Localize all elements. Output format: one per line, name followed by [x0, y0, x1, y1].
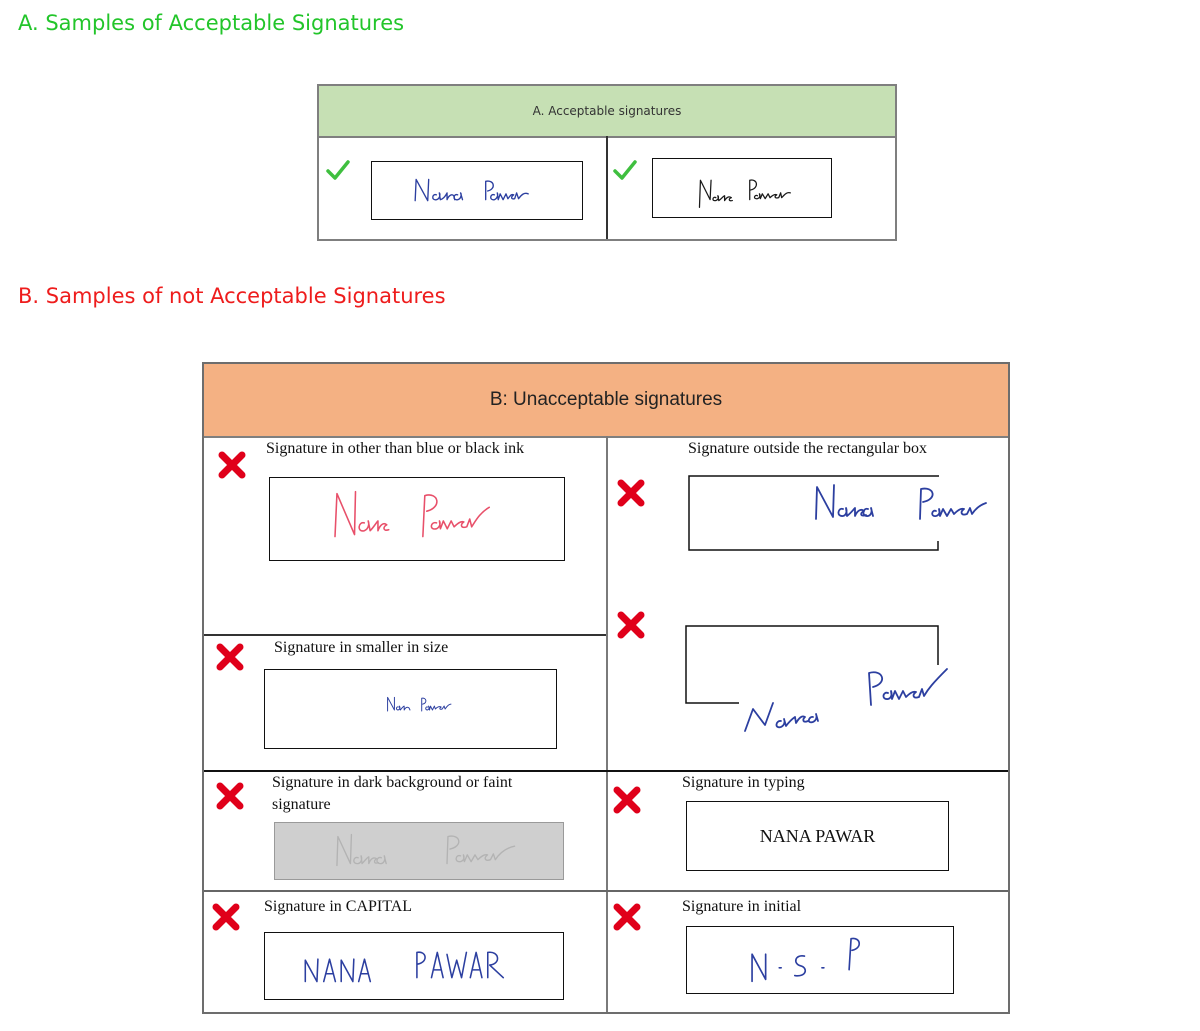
- unacceptable-signatures-heading: B. Samples of not Acceptable Signatures: [18, 284, 446, 308]
- cross-mark-icon: [611, 901, 643, 933]
- cross-mark-icon: [611, 784, 643, 816]
- signature-typing: [686, 801, 949, 871]
- handwritten-signature-image: [685, 625, 941, 733]
- caption-typing: Signature in typing: [682, 774, 805, 791]
- handwritten-signature-image: [265, 670, 556, 748]
- signature-outside-box-2: [685, 625, 941, 733]
- row-divider: [204, 634, 606, 636]
- caption-outside-box: Signature outside the rectangular box: [688, 440, 928, 457]
- row-divider: [204, 890, 1008, 892]
- acceptable-signature-1: [371, 161, 583, 220]
- signature-outside-box: [688, 475, 940, 551]
- cross-mark-icon: [615, 477, 647, 509]
- acceptable-signatures-panel: [317, 84, 897, 241]
- acceptable-signature-2: [652, 158, 832, 218]
- signature-capital: [264, 932, 564, 1000]
- cross-mark-icon: [214, 641, 246, 673]
- unacceptable-signatures-panel: [202, 362, 1010, 1014]
- signature-smaller: [264, 669, 557, 749]
- handwritten-signature-image: [265, 933, 563, 999]
- cross-mark-icon: [214, 780, 246, 812]
- caption-smaller: Signature in smaller in size: [274, 639, 449, 656]
- signature-initial: [686, 926, 954, 994]
- unacceptable-panel-header: B: Unacceptable signatures: [204, 364, 1008, 438]
- caption-other-ink: Signature in other than blue or black ink: [266, 440, 525, 457]
- acceptable-signatures-heading: A. Samples of Acceptable Signatures: [18, 11, 405, 35]
- handwritten-signature-image: [687, 927, 953, 993]
- caption-initial: Signature in initial: [682, 898, 802, 915]
- handwritten-signature-image: [653, 159, 831, 217]
- handwritten-signature-image: [688, 475, 940, 551]
- handwritten-signature-image: [270, 478, 564, 560]
- signature-other-ink: [269, 477, 565, 561]
- cross-mark-icon: [210, 901, 242, 933]
- handwritten-signature-image: [372, 162, 582, 219]
- caption-capital: Signature in CAPITAL: [264, 898, 413, 915]
- handwritten-signature-image: [275, 823, 563, 879]
- cross-mark-icon: [615, 609, 647, 641]
- check-mark-icon: [612, 159, 638, 181]
- signature-dark-bg: [274, 822, 564, 880]
- panel-b-divider: [606, 436, 608, 1012]
- check-mark-icon: [325, 159, 351, 181]
- cross-mark-icon: [216, 449, 248, 481]
- caption-dark-bg: Signature in dark background or faint signature: [272, 774, 513, 813]
- acceptable-panel-header: A. Acceptable signatures: [319, 86, 895, 138]
- typed-signature-text: NANA PAWAR: [759, 825, 876, 846]
- panel-a-divider: [606, 136, 608, 239]
